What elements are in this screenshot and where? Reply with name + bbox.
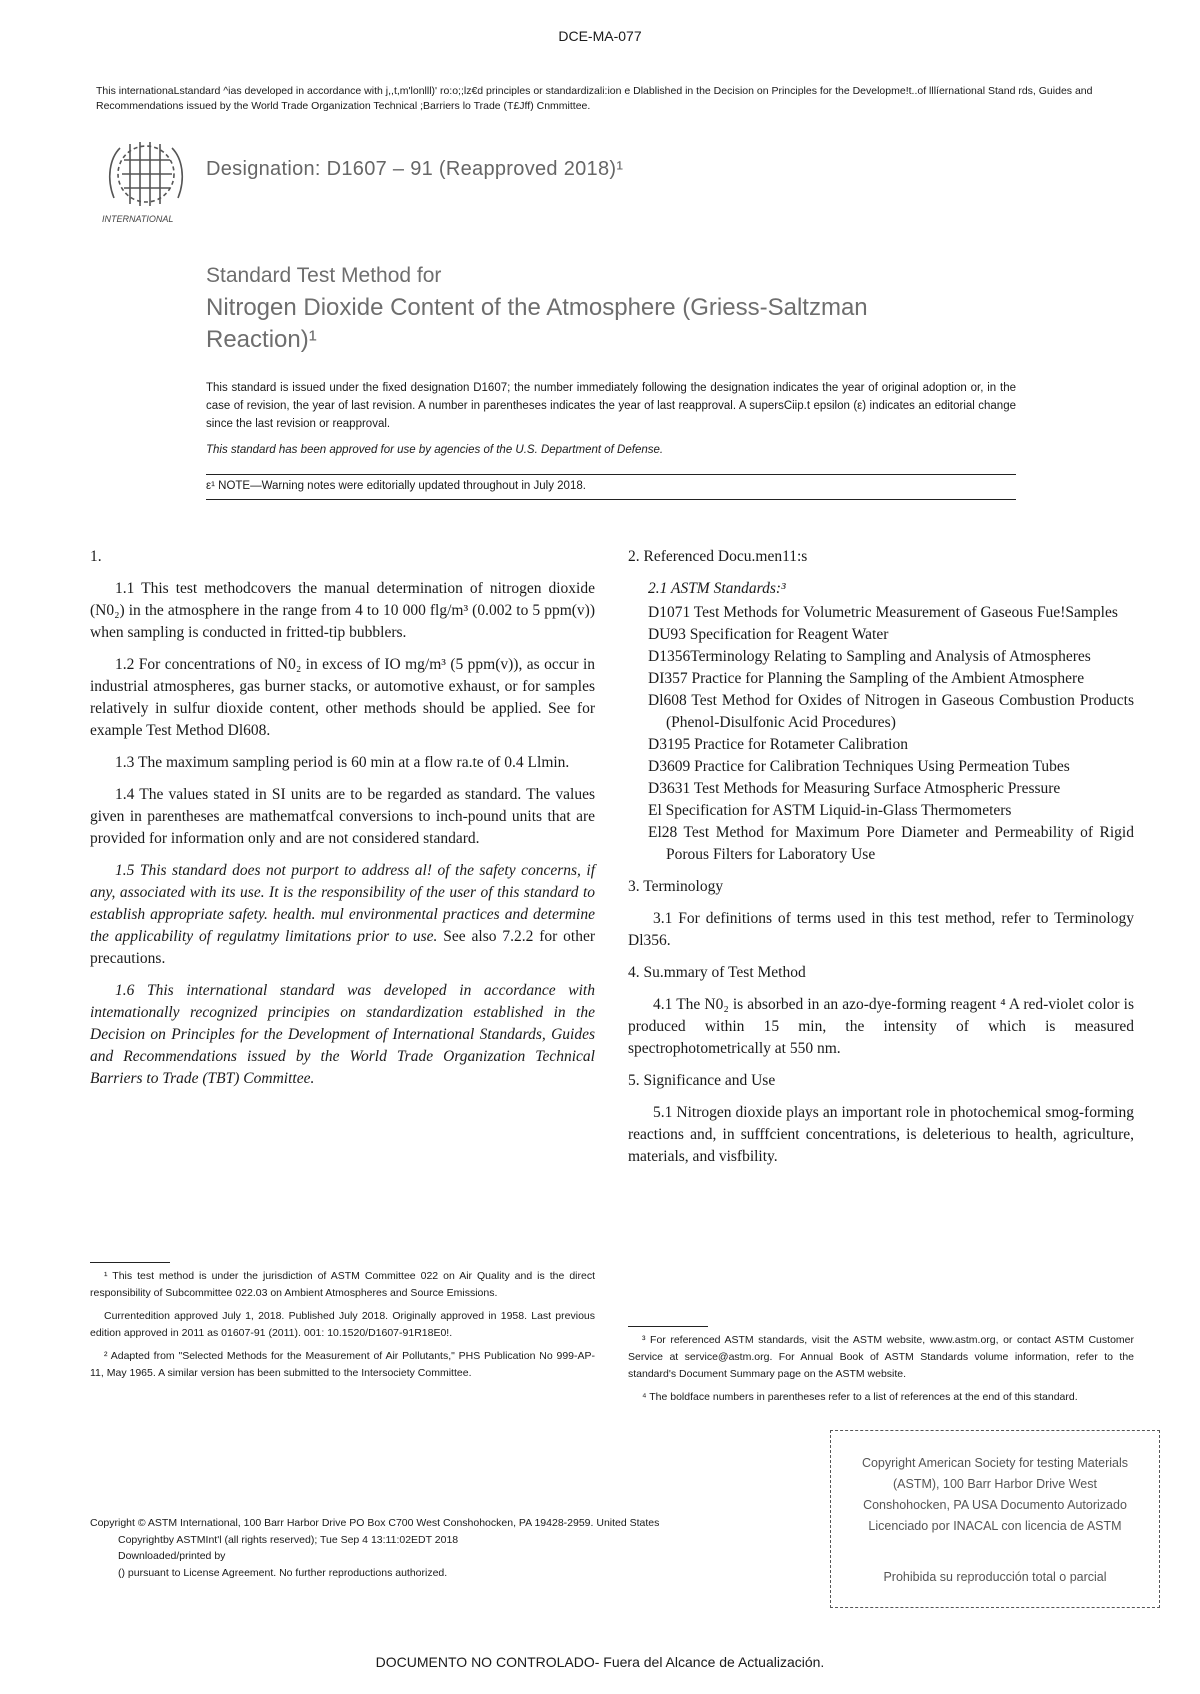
paragraph-1-5 [90,860,595,970]
list-item: D1356Terminology Relating to Sampling and Analysis of Atmospheres [648,648,1091,665]
paragraph-4-1: 4.1 The N0₂ is absorbed in an azo-dye-forming reagent ⁴ A red-violet color is produced within 15 min, the intensity of which is measured spectrophotometrically at 550 nm. [628,996,1134,1057]
footnotes-left [90,1268,595,1388]
issue-paragraph: This standard is issued under the fixed designation D1607; the number immediately following the designation indicates the year of original adoption or, in the case of revision, the year of last revision. A number in parentheses indicates the year of last reapproval. A supersCiip.t epsilon (ε) indicates an editorial change since the last revision or reapproval. [206,382,1016,430]
logo-wordmark: INTERNATIONAL [102,214,174,224]
list-item: D3195 Practice for Rotameter Calibration [648,736,908,753]
section-2-heading: 2. Referenced Docu.men11:s [628,548,808,565]
editorial-note: ε¹ NOTE—Warning notes were editorially updated throughout in July 2018. [206,480,586,492]
list-item: Dl608 Test Method for Oxides of Nitrogen in Gaseous Combustion Products (Phenol-Disulfonic Acid Procedures) [648,692,1134,731]
stamp-line: Conshohocken, PA USA Documento Autorizado [863,1498,1127,1512]
stamp-line: (ASTM), 100 Barr Harbor Drive West [893,1477,1097,1491]
paragraph-1-5-italic: 1.5 This standard does not purport to address al! of the safety concerns, if any, associated with its use. It is the responsibility of the user of this standard to establish appropriate safety. health. mul environmental practices and determine the applicability of regulatmy limitations prior to use. [90,862,595,945]
title-line-1: Standard Test Method for [206,264,442,287]
astm-logo [100,138,195,230]
referenced-documents-list [628,602,1134,866]
paragraph-1-6: 1.6 This international standard was developed in accordance with intemationally recognized principies on standardization established in the Decision on Principles for the Development of International Standards, Guides and Recommendations issued by the World Trade Organization Technical Barriers to Trade (TBT) Committee. [90,982,595,1087]
list-item: D3631 Test Methods for Measuring Surface Atmospheric Pressure [648,780,1061,797]
international-standard-notice: This internationaLstandard ^ias developed in accordance with j,,t,m'lonlll)' ro:o;;lz€d principles or standardizali:ion e Dlablished in the Decision on Principles for the Developme!t..of lllíernational Stand rds, Guides and Recommendations issued by the World Trade Organization Technical ;Barriers lo Trade (T£Jff) Cnmmittee. [96,85,1093,112]
footnote: ² Adapted from "Selected Methods for the Measurement of Air Pollutants," PHS Publication No 999-AP-11, May 1965. A similar version has been submitted to the Intersociety Committee. [90,1350,595,1379]
list-item: D1071 Test Methods for Volumetric Measurement of Gaseous Fue!Samples [648,604,1118,621]
right-column [628,546,1134,1178]
footer-uncontrolled-notice: DOCUMENTO NO CONTROLADO- Fuera del Alcance de Actualización. [375,1654,825,1670]
document-code: DCE-MA-077 [558,28,642,44]
list-item: El28 Test Method for Maximum Pore Diameter and Permeability of Rigid Porous Filters for Laboratory Use [648,824,1134,863]
astm-standards-subheading: 2.1 ASTM Standards:³ [648,580,786,597]
paragraph-3-1: 3.1 For definitions of terms used in this test method, refer to Terminology Dl356. [628,910,1134,949]
paragraph-1-1: 1.1 This test methodcovers the manual determination of nitrogen dioxide (N0₂) in the atmosphere in the range from 4 to 10 000 flg/m³ (0.002 to 5 ppm(v)) when sampling is conducted in fritted-tip bubblers. [90,580,595,641]
list-item: D3609 Practice for Calibration Techniques Using Permeation Tubes [648,758,1070,775]
footnote: ³ For referenced ASTM standards, visit the ASTM website, www.astm.org, or contact ASTM Customer Service at service@astm.org. For Annual Book of ASTM Standards volume information, refer to the standard's Document Summary page on the ASTM website. [628,1334,1134,1380]
footnote-divider [90,1262,170,1263]
divider [206,474,1016,475]
section-5-heading: 5. Significance and Use [628,1072,776,1089]
paragraph-5-1: 5.1 Nitrogen dioxide plays an important role in photochemical smog-forming reactions and, in sufffcient concentrations, is deleterious to health, agriculture, materials, and visfbility. [628,1104,1134,1165]
copyright-line: () pursuant to License Agreement. No further reproductions authorized. [118,1566,448,1579]
divider [206,499,1016,500]
copyright-block [90,1515,750,1581]
paragraph-1-5-tail: See also 7.2.2 for other precautions. [90,928,596,967]
list-item: DU93 Specification for Reagent Water [648,626,889,643]
list-item: El Specification for ASTM Liquid-in-Glass Thermometers [648,802,1012,819]
paragraph-1-4: 1.4 The values stated in SI units are to be regarded as standard. The values given in parentheses are mathematfcal conversions to inch-pound units that are provided for information only and are not considered standard. [90,786,595,847]
section-1-heading: 1. [90,548,102,565]
paragraph-1-3: 1.3 The maximum sampling period is 60 min at a flow ra.te of 0.4 Llmin. [115,754,570,771]
issue-statement [206,379,1016,467]
footnotes-right [628,1332,1134,1412]
title-block [206,264,966,356]
footnote: ¹ This test method is under the jurisdiction of ASTM Committee 022 on Air Quality and is the direct responsibility of Subcommittee 022.03 on Ambient Atmospheres and Source Emissions. [90,1270,595,1299]
stamp-line: Prohibida su reproducción total o parcial [883,1570,1107,1584]
paragraph-1-2: 1.2 For concentrations of N0₂ in excess of IO mg/m³ (5 ppm(v)), as occur in industrial atmospheres, gas burner stacks, or automotive exhaust, or for samples relatively in sulfur dioxide content, other methods should be applied. See for example Test Method Dl608. [90,656,595,739]
stamp-line: Copyright American Society for testing Materials [861,1456,1129,1470]
list-item: DI357 Practice for Planning the Sampling of the Ambient Atmosphere [648,670,1085,687]
license-stamp [830,1430,1160,1608]
left-column [90,546,595,1100]
astm-logo-icon [100,138,195,230]
stamp-line: Licenciado por INACAL con licencia de ASTM [868,1519,1122,1533]
footnote-divider [628,1326,708,1327]
footnote: Currentedition approved July 1, 2018. Published July 2018. Originally approved in 1958. Last previous edition approved in 2011 as 01607-91 (2011). 001: 10.1520/D1607-91R18E0!. [90,1310,595,1339]
section-4-heading: 4. Su.mmary of Test Method [628,964,806,981]
dod-approval: This standard has been approved for use by agencies of the U.S. Department of Defense. [206,444,664,456]
copyright-line: Copyright © ASTM International, 100 Barr Harbor Drive PO Box C700 West Conshohocken, PA 19428-2959. United States [90,1517,660,1529]
copyright-line: Downloaded/printed by [118,1550,226,1562]
section-3-heading: 3. Terminology [628,878,724,895]
designation: Designation: D1607 – 91 (Reapproved 2018)¹ [206,158,624,180]
footnote: ⁴ The boldface numbers in parentheses refer to a list of references at the end of this standard. [642,1391,1078,1403]
title-line-2: Nitrogen Dioxide Content of the Atmosphere (Griess-Saltzman Reaction)¹ [206,294,868,353]
copyright-line: Copyrightby ASTMInt'l (all rights reserved); Tue Sep 4 13:11:02EDT 2018 [118,1533,459,1546]
